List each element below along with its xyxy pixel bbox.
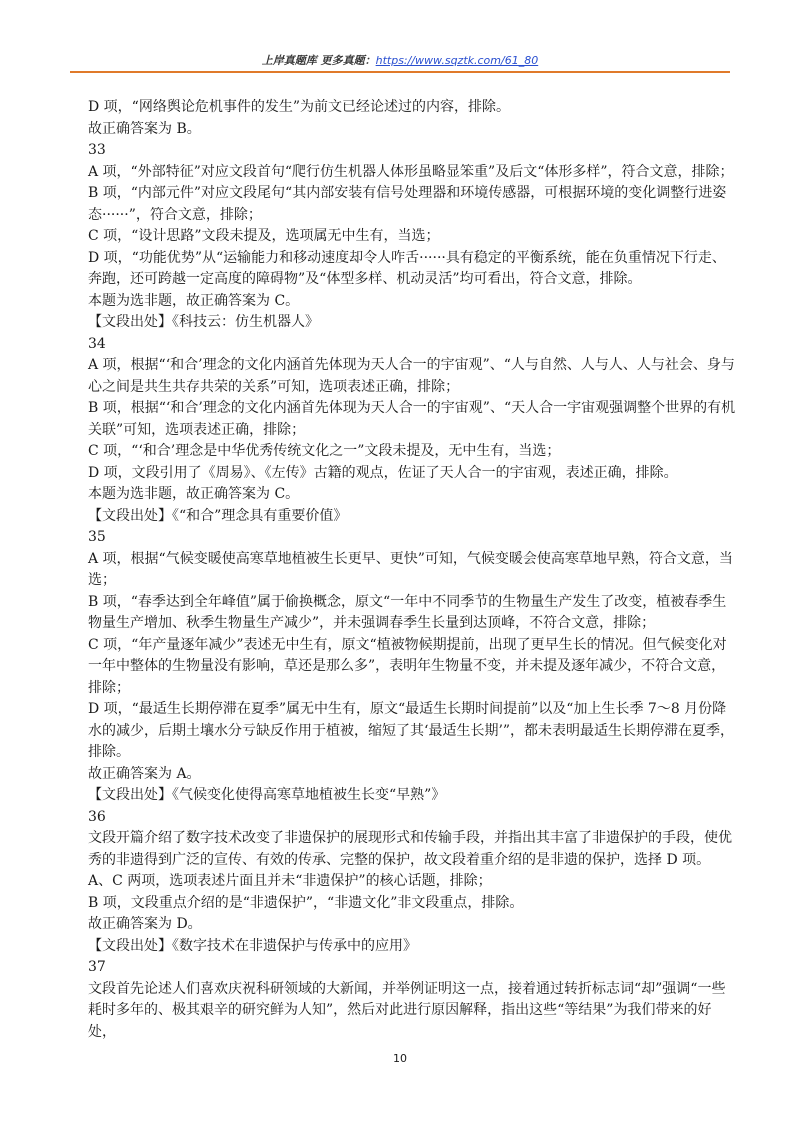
paragraph: B 项，根据“‘和合’理念的文化内涵首先体现为天人合一的宇宙观”、“天人合一宇宙观强调整个世界的有机关联”可知，选项表述正确，排除； — [88, 400, 736, 438]
paragraph: A 项，根据“气候变暖使高寒草地植被生长更早、更快”可知，气候变暖会使高寒草地早熟，符合文意，当选； — [88, 550, 733, 588]
paragraph: 故正确答案为 D。 — [88, 916, 202, 932]
document-body — [88, 97, 738, 1043]
paragraph: A 项，“外部特征”对应文段首句“爬行仿生机器人体形虽略显笨重”及后文“体形多样”，符合文意，排除； — [88, 163, 734, 180]
paragraph: 34 — [88, 335, 106, 352]
paragraph: D 项，“功能优势”从“运输能力和移动速度却令人咋舌······具有稳定的平衡系统，能在负重情况下行走、奔跑，还可跨越一定高度的障碍物”及“体型多样、机动灵活”均可看出，符合文意，排除。 — [88, 249, 726, 287]
paragraph: 【文段出处】《科技云：仿生机器人》 — [88, 314, 319, 330]
paragraph: 35 — [88, 529, 106, 545]
paragraph: C 项，“年产量逐年减少”表述无中生有，原文“植被物候期提前，出现了更早生长的情况。但气候变化对一年中整体的生物量没有影响，草还是那么多”，表明年生物量不变，并未提及逐年减少，不符合文意，排除； — [88, 636, 727, 696]
paragraph: B 项，文段重点介绍的是“非遗保护”，“非遗文化”非文段重点，排除。 — [88, 894, 524, 911]
paragraph: 【文段出处】《数字技术在非遗保护与传承中的应用》 — [88, 937, 417, 954]
paragraph: 【文段出处】《“和合”理念具有重要价值》 — [88, 507, 348, 524]
paragraph: B 项，“内部元件”对应文段尾句“其内部安装有信号处理器和环境传感器，可根据环境的变化调整行进姿态······”，符合文意，排除； — [88, 185, 727, 223]
paragraph: D 项，“最适生长期停滞在夏季”属无中生有，原文“最适生长期时间提前”以及“加上生长季 7～8 月份降水的减少，后期土壤水分亏缺反作用于植被，缩短了其‘最适生长期’”，都未表明最适生长期停滞在夏季，排除。 — [88, 701, 735, 760]
paragraph: D 项，文段引用了《周易》、《左传》古籍的观点，佐证了天人合一的宇宙观，表述正确，排除。 — [88, 464, 678, 481]
paragraph: 文段首先论述人们喜欢庆祝科研领域的大新闻，并举例证明这一点，接着通过转折标志词“却”强调“一些耗时多年的、极其艰辛的研究鲜为人知”，然后对此进行原因解释，指出这些“等结果”为我们带来的好处， — [88, 980, 726, 1040]
paragraph: 故正确答案为 A。 — [88, 765, 201, 782]
page-number: 10 — [393, 1052, 407, 1065]
paragraph: 本题为选非题，故正确答案为 C。 — [88, 292, 300, 309]
header-prefix: 上岸真题库 更多真题： — [261, 54, 376, 67]
paragraph: 33 — [88, 142, 106, 158]
paragraph: A 项，根据“‘和合’理念的文化内涵首先体现为天人合一的宇宙观”、“人与自然、人与人、人与社会、身与心之间是共生共存共荣的关系”可知，选项表述正确，排除； — [88, 357, 735, 395]
paragraph: A、C 两项，选项表述片面且并未“非遗保护”的核心话题，排除； — [88, 873, 492, 889]
paragraph: 36 — [88, 808, 106, 825]
paragraph: 【文段出处】《气候变化使得高寒草地植被生长变“早熟”》 — [88, 787, 446, 803]
paragraph: B 项，“春季达到全年峰值”属于偷换概念，原文“一年中不同季节的生物量生产发生了改变，植被春季生物量生产增加、秋季生物量生产减少”，并未强调春季生长量到达顶峰，不符合文意，排除； — [88, 593, 727, 631]
header-link[interactable]: https://www.sqztk.com/61_80 — [375, 54, 539, 67]
paragraph: 本题为选非题，故正确答案为 C。 — [88, 486, 300, 502]
paragraph: 故正确答案为 B。 — [88, 120, 201, 137]
paragraph: 文段开篇介绍了数字技术改变了非遗保护的展现形式和传输手段，并指出其丰富了非遗保护的手段，使优秀的非遗得到广泛的宣传、有效的传承、完整的保护，故文段着重介绍的是非遗的保护，选择 D 项。 — [88, 830, 732, 868]
paragraph: C 项，“设计思路”文段未提及，选项属无中生有，当选； — [88, 228, 440, 244]
paragraph: D 项，“网络舆论危机事件的发生”为前文已经论述过的内容，排除。 — [88, 99, 510, 115]
paragraph: C 项，“‘和合’理念是中华优秀传统文化之一”文段未提及，无中生有，当选； — [88, 443, 561, 459]
paragraph: 37 — [88, 959, 106, 975]
page-header — [70, 52, 730, 73]
